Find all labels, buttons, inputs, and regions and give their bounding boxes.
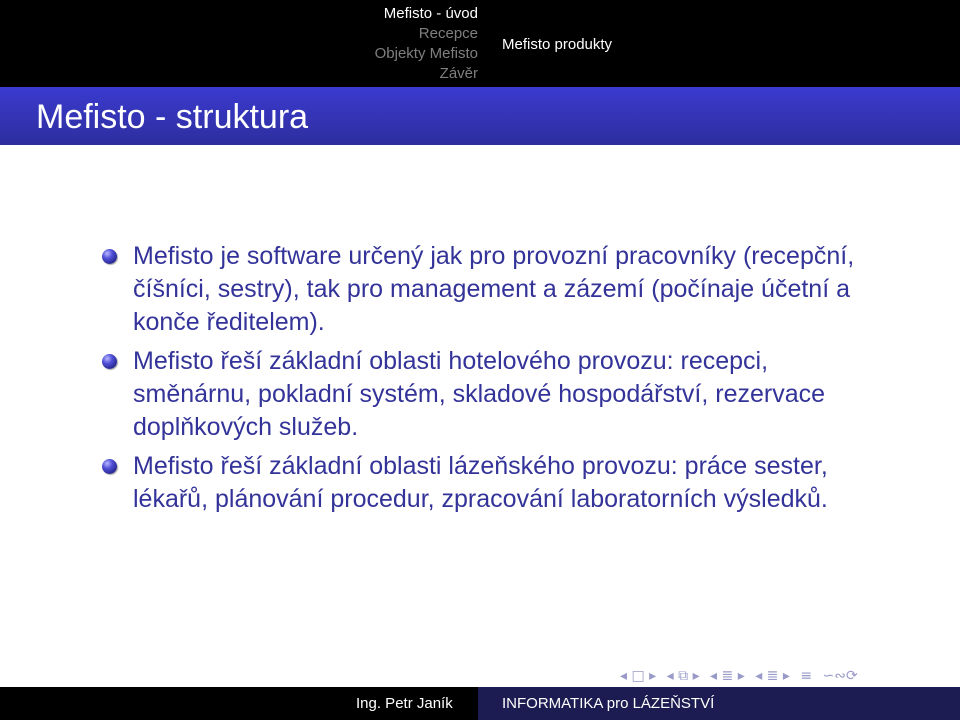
- slide-content: [0, 240, 960, 522]
- bullet-text: Mefisto je software určený jak pro provozní pracovníky (recepční, číšníci, sestry), tak pro management a zázemí (počínaje účetní a konče ředitelem).: [133, 242, 855, 336]
- frame-nav-icon[interactable]: ◂ □ ▸: [620, 668, 657, 684]
- list-item: [133, 240, 893, 339]
- section-nav-left: [0, 0, 478, 87]
- navigation-bar: [0, 0, 960, 87]
- subsection-nav-icon[interactable]: ◂ ⧉ ▸: [666, 668, 700, 684]
- footer-author-box: [0, 687, 478, 720]
- bullet-text: Mefisto řeší základní oblasti hotelového provozu: recepci, směnárnu, pokladní systém, skladové hospodářství, rezervace doplňkových služeb.: [133, 347, 826, 441]
- nav-section-objekty-mefisto[interactable]: Objekty Mefisto: [374, 45, 478, 62]
- footer-title-box: [478, 687, 960, 720]
- list-item: [133, 450, 893, 516]
- bullet-ball-icon: [102, 354, 117, 369]
- footer-short-title: INFORMATIKA pro LÁZEŇSTVÍ: [502, 695, 715, 712]
- footer-bar: [0, 687, 960, 720]
- list-item: [133, 345, 893, 444]
- search-back-forward-icon[interactable]: ∽∾⟳: [822, 668, 858, 684]
- footer-author: Ing. Petr Janík: [356, 695, 453, 712]
- subsection-list-nav-icon[interactable]: ◂ ≣ ▸: [755, 668, 790, 684]
- nav-section-mefisto-uvod[interactable]: Mefisto - úvod: [383, 5, 478, 22]
- nav-section-zaver[interactable]: Závěr: [439, 65, 478, 82]
- bullet-text: Mefisto řeší základní oblasti lázeňského provozu: práce sester, lékařů, plánování procedur, zpracování laboratorních výsledků.: [133, 452, 828, 513]
- nav-section-mefisto-produkty[interactable]: Mefisto produkty: [502, 36, 613, 53]
- section-nav-icon[interactable]: ◂ ≣ ▸: [710, 668, 745, 684]
- frame-title: Mefisto - struktura: [36, 98, 309, 136]
- bullet-ball-icon: [102, 459, 117, 474]
- document-nav-icon[interactable]: ≡: [800, 668, 813, 684]
- beamer-navigation-symbols: [620, 667, 864, 685]
- section-nav-right: [482, 0, 960, 87]
- frame-title-bar: [0, 87, 960, 145]
- bullet-ball-icon: [102, 249, 117, 264]
- nav-section-recepce[interactable]: Recepce: [418, 25, 478, 42]
